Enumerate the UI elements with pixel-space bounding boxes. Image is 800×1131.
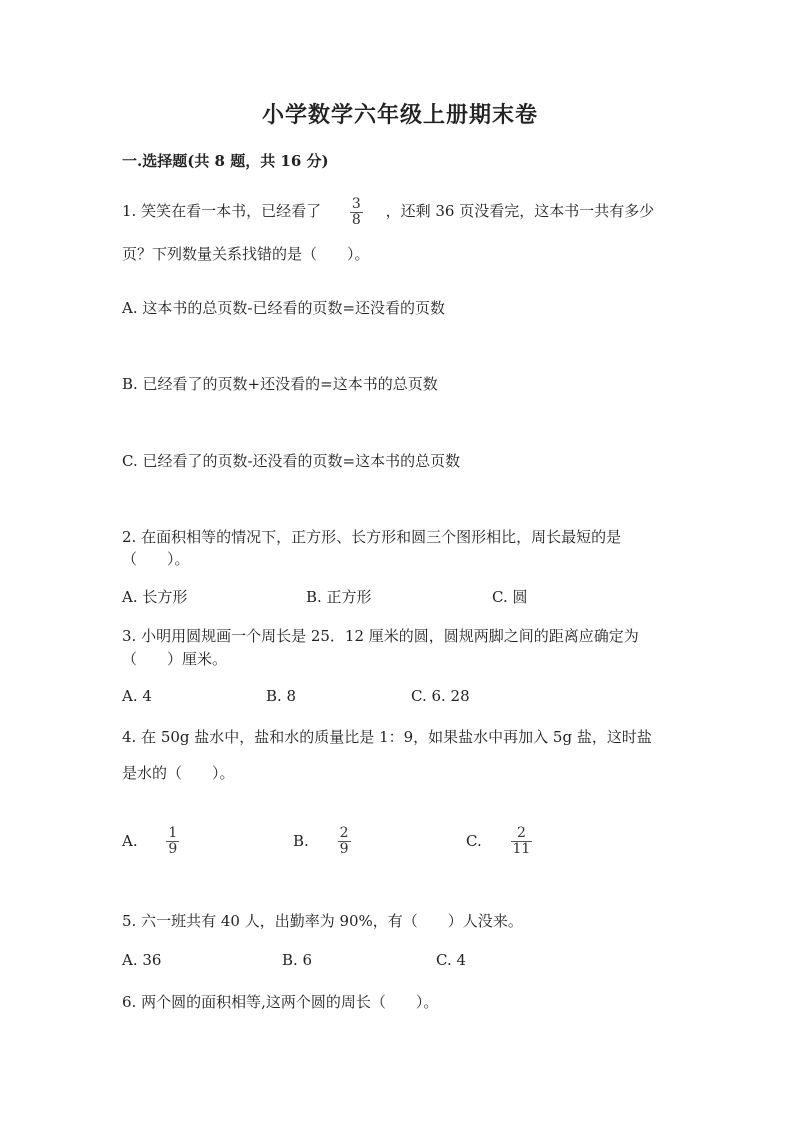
question-3-line-1: 3. 小明用圆规画一个周长是 25．12 厘米的圆，圆规两脚之间的距离应确定为 [122, 627, 639, 645]
option-fraction [511, 826, 533, 856]
question-5-option-a[interactable]: A. 36 [122, 951, 162, 969]
question-5-line-1: 5. 六一班共有 40 人，出勤率为 90%，有（ ）人没来。 [122, 912, 523, 930]
fraction-numerator: 2 [339, 825, 349, 841]
question-1-option-c[interactable]: C. 已经看了的页数-还没看的页数=这本书的总页数 [122, 452, 461, 470]
question-2-option-b[interactable]: B. 正方形 [306, 588, 372, 606]
page-title: 小学数学六年级上册期末卷 [261, 102, 538, 128]
option-fraction [338, 826, 351, 856]
question-3-option-c[interactable]: C. 6. 28 [411, 687, 470, 705]
question-2-line-2: （ ）。 [122, 550, 190, 568]
question-3-option-a[interactable]: A. 4 [122, 687, 152, 705]
option-label: A. [122, 832, 138, 851]
question-1-option-a[interactable]: A. 这本书的总页数-已经看的页数=还没看的页数 [122, 299, 446, 317]
fraction-numerator: 1 [168, 825, 178, 841]
fraction-denominator: 11 [512, 840, 531, 857]
question-4-option-a[interactable] [122, 826, 179, 856]
question-2-option-c[interactable]: C. 圆 [492, 588, 528, 606]
option-label: B. [293, 832, 309, 851]
question-2-line-1: 2. 在面积相等的情况下，正方形、长方形和圆三个图形相比，周长最短的是 [122, 528, 622, 546]
question-4-line-1: 4. 在 50g 盐水中，盐和水的质量比是 1：9，如果盐水中再加入 5g 盐，这时盐 [122, 728, 652, 746]
question-6-line-1: 6. 两个圆的面积相等,这两个圆的周长（ ）。 [122, 993, 439, 1011]
question-1-fraction [350, 197, 363, 227]
question-1-line-2: 页？下列数量关系找错的是（ ）。 [122, 245, 370, 263]
question-3-line-2: （ ）厘米。 [122, 650, 228, 668]
question-1-text-pre: 1. 笑笑在看一本书，已经看了 [122, 202, 322, 221]
question-1-option-b[interactable]: B. 已经看了的页数+还没看的=这本书的总页数 [122, 375, 438, 393]
fraction-numerator: 3 [351, 196, 361, 212]
question-4-option-b[interactable] [293, 826, 351, 856]
option-fraction [166, 826, 179, 856]
question-3-option-b[interactable]: B. 8 [266, 687, 297, 705]
question-1-text-post: ，还剩 36 页没看完，这本书一共有多少 [385, 202, 655, 221]
fraction-denominator: 9 [339, 840, 349, 857]
question-5-option-b[interactable]: B. 6 [282, 951, 313, 969]
question-4-line-2: 是水的（ ）。 [122, 764, 235, 782]
option-label: C. [466, 832, 482, 851]
section-heading: 一.选择题(共 8 题，共 16 分) [122, 152, 329, 170]
question-4-option-c[interactable] [466, 826, 532, 856]
fraction-denominator: 8 [351, 211, 361, 228]
question-5-option-c[interactable]: C. 4 [436, 951, 467, 969]
question-2-option-a[interactable]: A. 长方形 [122, 588, 188, 606]
fraction-denominator: 9 [168, 840, 178, 857]
question-1-line-1 [122, 197, 654, 227]
fraction-numerator: 2 [516, 825, 526, 841]
